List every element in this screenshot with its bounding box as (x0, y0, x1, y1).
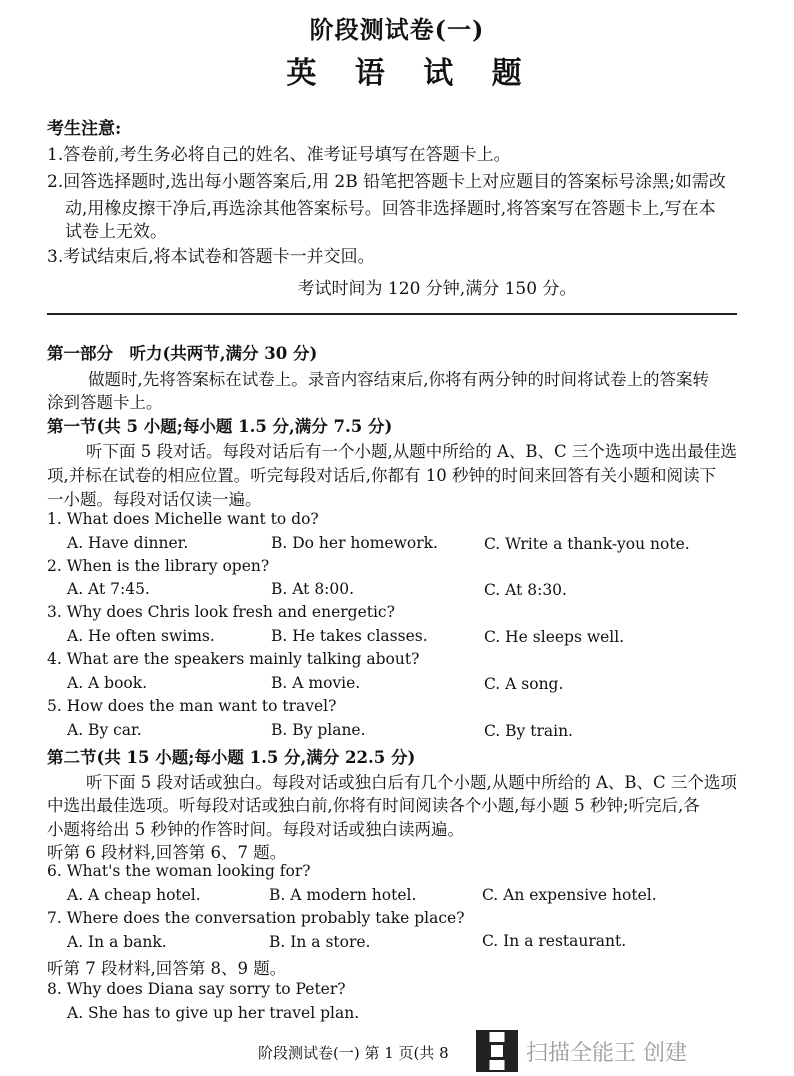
question-3-option-c: C. He sleeps well. (484, 628, 625, 646)
question-2-option-a: A. At 7:45. (67, 580, 150, 598)
section1-title: 第一节(共 5 小题;每小题 1.5 分,满分 7.5 分) (47, 417, 393, 436)
question-1-option-a: A. Have dinner. (67, 534, 189, 552)
question-3-option-b: B. He takes classes. (271, 627, 428, 645)
material-7-instruction: 听第 7 段材料,回答第 8、9 题。 (47, 959, 287, 978)
question-7-option-a: A. In a bank. (67, 933, 167, 951)
part1-intro-line-2: 涂到答题卡上。 (47, 393, 163, 412)
section2-title: 第二节(共 15 小题;每小题 1.5 分,满分 22.5 分) (47, 748, 416, 767)
part1-title: 第一部分 听力(共两节,满分 30 分) (47, 344, 318, 363)
question-4-option-c: C. A song. (484, 675, 564, 693)
section1-intro-line-2: 项,并标在试卷的相应位置。听完每段对话后,你都有 10 秒钟的时间来回答有关小题和阅读下 (47, 466, 716, 485)
question-1-option-c: C. Write a thank-you note. (484, 535, 690, 553)
scanner-watermark: 扫描全能王 创建 (526, 1041, 687, 1066)
notice-title: 考生注意: (47, 119, 122, 139)
notice-item-1: 1.答卷前,考生务必将自己的姓名、准考证号填写在答题卡上。 (47, 145, 511, 165)
question-7-option-b: B. In a store. (269, 933, 371, 951)
question-6: 6. What's the woman looking for? (47, 862, 311, 880)
notice-item-2-line-2: 动,用橡皮擦干净后,再选涂其他答案标号。回答非选择题时,将答案写在答题卡上,写在本 (65, 199, 716, 219)
question-5-option-a: A. By car. (67, 721, 142, 739)
part1-intro-line-1: 做题时,先将答案标在试卷上。录音内容结束后,你将有两分钟的时间将试卷上的答案转 (88, 370, 709, 389)
question-1: 1. What does Michelle want to do? (47, 510, 319, 528)
section1-intro-line-1: 听下面 5 段对话。每段对话后有一个小题,从题中所给的 A、B、C 三个选项中选出最佳选 (86, 442, 737, 461)
divider-line (47, 313, 737, 315)
section1-intro-line-3: 一小题。每段对话仅读一遍。 (47, 490, 262, 509)
question-5-option-c: C. By train. (484, 722, 573, 740)
series-title: 阶段测试卷(一) (309, 15, 485, 44)
question-2-option-b: B. At 8:00. (271, 580, 355, 598)
question-5: 5. How does the man want to travel? (47, 697, 337, 715)
question-8: 8. Why does Diana say sorry to Peter? (47, 980, 346, 998)
question-3: 3. Why does Chris look fresh and energetic? (47, 603, 395, 621)
section2-intro-line-1: 听下面 5 段对话或独白。每段对话或独白后有几个小题,从题中所给的 A、B、C 三个选项 (86, 773, 737, 792)
material-6-instruction: 听第 6 段材料,回答第 6、7 题。 (47, 843, 287, 862)
notice-item-3: 3.考试结束后,将本试卷和答题卡一并交回。 (47, 247, 375, 267)
question-3-option-a: A. He often swims. (67, 627, 215, 645)
question-4: 4. What are the speakers mainly talking about? (47, 650, 420, 668)
question-4-option-b: B. A movie. (271, 674, 361, 692)
question-6-option-c: C. An expensive hotel. (482, 886, 657, 904)
question-4-option-a: A. A book. (67, 674, 148, 692)
question-2-option-c: C. At 8:30. (484, 581, 567, 599)
question-6-option-a: A. A cheap hotel. (67, 886, 201, 904)
question-8-option-a: A. She has to give up her travel plan. (67, 1004, 360, 1022)
qr-code-icon (476, 1030, 518, 1072)
question-6-option-b: B. A modern hotel. (269, 886, 417, 904)
question-5-option-b: B. By plane. (271, 721, 366, 739)
question-1-option-b: B. Do her homework. (271, 534, 438, 552)
section2-intro-line-3: 小题将给出 5 秒钟的作答时间。每段对话或独白读两遍。 (47, 820, 464, 839)
exam-time-line: 考试时间为 120 分钟,满分 150 分。 (297, 279, 577, 299)
page-footer: 阶段测试卷(一) 第 1 页(共 8 (258, 1044, 449, 1062)
notice-item-2-line-1: 2.回答选择题时,选出每小题答案后,用 2B 铅笔把答题卡上对应题目的答案标号涂黑;如需改 (47, 172, 726, 192)
question-7: 7. Where does the conversation probably take place? (47, 909, 465, 927)
notice-item-2-line-3: 试卷上无效。 (65, 222, 167, 242)
question-7-option-c: C. In a restaurant. (482, 932, 627, 950)
subject-title: 英 语 试 题 (286, 56, 536, 91)
section2-intro-line-2: 中选出最佳选项。听每段对话或独白前,你将有时间阅读各个小题,每小题 5 秒钟;听完后,各 (47, 796, 700, 815)
question-2: 2. When is the library open? (47, 557, 270, 575)
